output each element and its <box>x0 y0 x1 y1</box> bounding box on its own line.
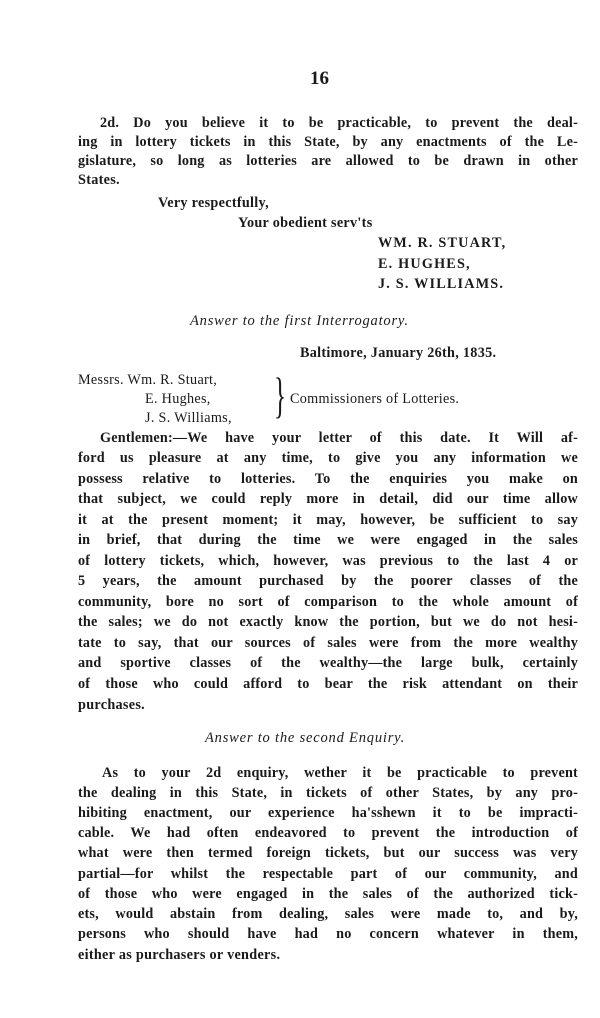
text-line: of those who could afford to bear the risk attendant on their <box>78 676 578 692</box>
dateline: Baltimore, January 26th, 1835. <box>300 345 497 361</box>
text-line: the dealing in this State, in tickets of other States, by any pro- <box>78 785 578 801</box>
signatory: J. S. WILLIAMS. <box>378 276 505 292</box>
signatory: E. HUGHES, <box>378 256 471 272</box>
section-heading: Answer to the first Interrogatory. <box>190 313 409 329</box>
text-line: hibiting enactment, our experience ha'sshewn it to be impracti- <box>78 805 578 821</box>
addressee-title: Commissioners of Lotteries. <box>290 391 460 407</box>
text-line: in brief, that during the time we were engaged in the sales <box>78 532 578 548</box>
signatory: WM. R. STUART, <box>378 235 507 251</box>
text-line: As to your 2d enquiry, wether it be practicable to prevent <box>102 765 578 781</box>
text-line: either as purchasers or venders. <box>78 947 281 963</box>
text-line: what were then termed foreign tickets, but our success was very <box>78 845 578 861</box>
text-line: of those who were engaged in the sales of the authorized tick- <box>78 886 578 902</box>
text-line: ing in lottery tickets in this State, by any enactments of the Le- <box>78 134 578 150</box>
addressee: J. S. Williams, <box>145 410 232 426</box>
text-line: the sales; we do not exactly know the portion, but we do not hesi- <box>78 614 578 630</box>
text-line: ford us pleasure at any time, to give you any information we <box>78 450 578 466</box>
text-line: 2d. Do you believe it to be practicable, to prevent the deal- <box>100 115 578 131</box>
text-line: that subject, we could reply more in detail, did our time allow <box>78 491 578 507</box>
text-line: tate to say, that our sources of sales were from the more wealthy <box>78 635 578 651</box>
text-line: cable. We had often endeavored to prevent the introduction of <box>78 825 578 841</box>
text-line: partial—for whilst the respectable part of our community, and <box>78 866 578 882</box>
servants-line: Your obedient serv'ts <box>238 215 373 231</box>
section-heading: Answer to the second Enquiry. <box>205 730 405 746</box>
text-line: purchases. <box>78 697 145 713</box>
text-line: it at the present moment; it may, however, be sufficient to say <box>78 512 578 528</box>
text-line: gislature, so long as lotteries are allowed to be drawn in other <box>78 153 578 169</box>
brace-icon: } <box>274 367 286 423</box>
text-line: and sportive classes of the wealthy—the large bulk, certainly <box>78 655 578 671</box>
page-number: 16 <box>310 68 329 89</box>
text-line: possess relative to lotteries. To the enquiries you make on <box>78 471 578 487</box>
addressee: Messrs. Wm. R. Stuart, <box>78 372 218 388</box>
text-line: of lottery tickets, which, however, was previous to the last 4 or <box>78 553 578 569</box>
addressee: E. Hughes, <box>145 391 211 407</box>
text-line: Gentlemen:—We have your letter of this date. It Will af- <box>100 430 578 446</box>
text-line: persons who should have had no concern whatever in them, <box>78 926 578 942</box>
text-line: community, bore no sort of comparison to the whole amount of <box>78 594 578 610</box>
valediction: Very respectfully, <box>158 195 270 211</box>
text-line: States. <box>78 172 120 188</box>
text-line: 5 years, the amount purchased by the poorer classes of the <box>78 573 578 589</box>
text-line: ets, would abstain from dealing, sales were made to, and by, <box>78 906 578 922</box>
